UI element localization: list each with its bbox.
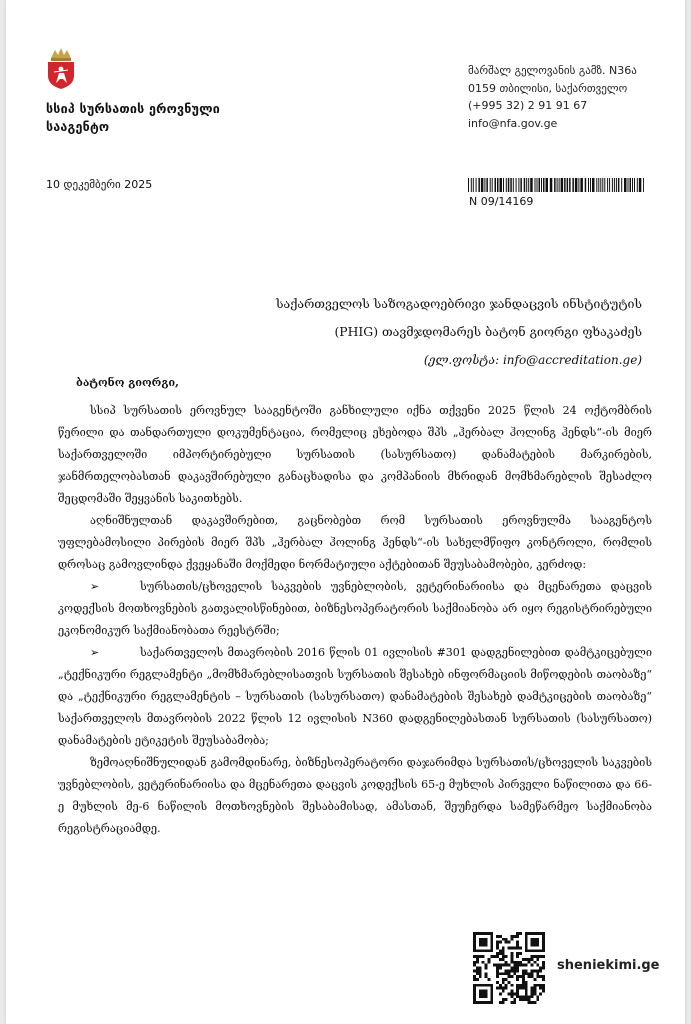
phone-number: (+995 32) 2 91 91 67 xyxy=(468,99,588,112)
paragraph-2: აღნიშნულთან დაკავშირებით, გაცნობებთ რომ სურსათის ეროვნულმა სააგენტოს უფლებამოსილი პირების მიერ შპს „ჰერბალ ჰოლინგ ჰენდს“-ის სახელმწიფო კონტროლი, რომლის დროსაც გამოვლინდა ქვეყანაში მოქმედი ნორმატიული აქტებითან შეუსაბამობები, კერძოდ: xyxy=(58,514,652,571)
email-address: info@nfa.gov.ge xyxy=(468,116,558,130)
recipient-line-2: (PHIG) თავმჯდომარეს ბატონ გიორგი ფხაკაძეს xyxy=(334,324,642,339)
website-link[interactable]: sheniekimi.ge xyxy=(557,958,660,973)
letter-page xyxy=(6,0,685,1024)
paragraph-3: ზემოაღნიშნულიდან გამომდინარე, ბიზნესოპერატორი დაჯარიმდა სურსათის/ცხოველის საკვების უვნებლობის, ვეტერინარიისა და მცენარეთა დაცვის კოდექსის 65-ე მუხლის პირველი ნაწილითა და 66-ე მუხლის მე-6 ნაწილის მოთხოვნების შესაბამისად, ამასთან, შეუჩერდა სამეწარმეო საქმიანობა რეგისტრაციამდე. xyxy=(58,756,652,835)
agency-name xyxy=(46,100,220,136)
qr-code-icon xyxy=(473,932,545,1004)
document-number: N 09/14169 xyxy=(469,195,534,208)
barcode-icon xyxy=(468,178,644,192)
address-line-1: მარშალ გელოვანის გამზ. N36ა xyxy=(468,64,637,77)
bullet-text-2: საქართველოს მთავრობის 2016 წლის 01 ივლისის #301 დადგენილებით დამტკიცებული „ტექნიკური რეგლამენტი „მომხმარებლისათვის სურსათის შესახებ ინფორმაციის მიწოდების თაობაზე“ და „ტექნიკური რეგლამენტის – სურსათის (სასურსათო) დანამატების შესახებ დამტკიცების თაობაზე“ საქართველოს მთავრობის 2022 წლის 12 ივლისის N360 დადგენილებასთან სურსათის (სასურსათო) დანამატების ეტიკეტის შეუსაბამობა; xyxy=(58,646,652,747)
letter-body xyxy=(58,372,652,840)
bullet-text-1: სურსათის/ცხოველის საკვების უვნებლობის, ვეტერინარიისა და მცენარეთა დაცვის კოდექსის მოთხოვნების გათვალისწინებით, ბიზნესოპერატორის საქმიანობა არ იყო რეგისტრირებული ეკონომიკურ საქმიანობათა რეესტრში; xyxy=(58,580,652,637)
bullet-item-1 xyxy=(58,576,652,642)
agency-name-line-2: სააგენტო xyxy=(46,119,110,134)
address-line-2: 0159 თბილისი, საქართველო xyxy=(468,81,628,95)
letter-date: 10 დეკემბერი 2025 xyxy=(46,178,153,191)
contact-block xyxy=(468,62,637,132)
salutation: ბატონო გიორგი, xyxy=(76,376,179,389)
bullet-arrow-icon: ➢ xyxy=(90,580,100,593)
bullet-arrow-icon: ➢ xyxy=(90,646,100,659)
coat-of-arms-icon xyxy=(46,46,76,90)
paragraph-1: სსიპ სურსათის ეროვნულ სააგენტოში განხილული იქნა თქვენი 2025 წლის 24 ოქტომბრის წერილი და თანდართული დოკუმენტაცია, რომელიც ეხებოდა შპს „ჰერბალ ჰოლინგ ჰენდს“-ის მიერ საქართველოში იმპორტირებული სურსათის (სასურსათო) დანამატების მარკირების, ჯანმრთელობასთან დაკავშირებული განაცხადისა და კომპანიის მხრიდან მომხმარებლის შესაძლო შეცდომაში შეყვანის საკითხებს. xyxy=(58,404,652,505)
recipient-block xyxy=(276,290,642,374)
recipient-line-1: საქართველოს საზოგადოებრივი ჯანდაცვის ინსტიტუტის xyxy=(275,296,642,311)
bullet-item-2 xyxy=(58,642,652,752)
recipient-email: (ელ.ფოსტა: info@accreditation.ge) xyxy=(423,353,642,367)
agency-name-line-1: სსიპ სურსათის ეროვნული xyxy=(46,101,221,116)
